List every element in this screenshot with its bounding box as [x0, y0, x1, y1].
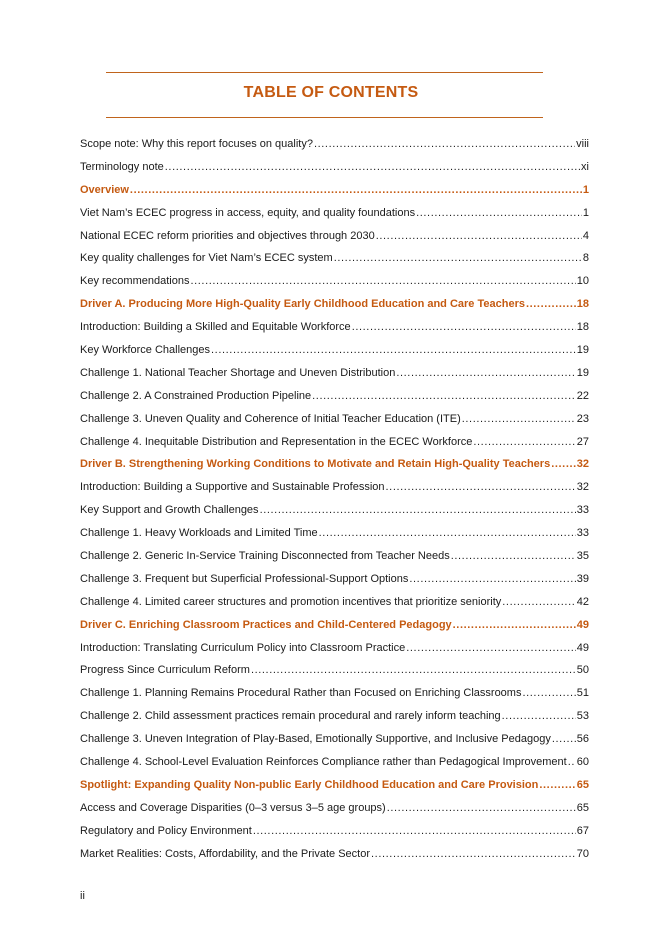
toc-entry-page-number: 10 [576, 275, 589, 288]
toc-entry[interactable] [80, 847, 589, 870]
footer-page-number: ii [80, 890, 85, 902]
toc-entry[interactable] [80, 366, 589, 389]
toc-entry-page-number: 65 [576, 801, 589, 814]
toc-entry-page-number: 65 [576, 778, 589, 791]
toc-entry-page-number: 1 [582, 206, 589, 219]
toc-dot-leader [451, 549, 576, 563]
toc-entry[interactable] [80, 526, 589, 549]
toc-entry-label: Driver C. Enriching Classroom Practices and Child-Centered Pedagogy [80, 618, 452, 631]
toc-dot-leader [352, 320, 576, 334]
toc-entry-label: Challenge 1. National Teacher Shortage and Uneven Distribution [80, 366, 396, 379]
toc-entry-label: Challenge 2. Child assessment practices remain procedural and rarely inform teaching [80, 710, 501, 723]
toc-dot-leader [453, 618, 576, 632]
toc-entry[interactable] [80, 251, 589, 274]
toc-entry-page-number: 27 [576, 435, 589, 448]
toc-entry-label: Challenge 4. Limited career structures and promotion incentives that prioritize seniority [80, 595, 502, 608]
toc-entry-label: Challenge 2. A Constrained Production Pipeline [80, 389, 312, 402]
toc-dot-leader [406, 641, 576, 655]
toc-entry-page-number: 32 [576, 481, 589, 494]
toc-section-heading[interactable] [80, 297, 589, 320]
toc-dot-leader [568, 755, 576, 769]
toc-entry[interactable] [80, 435, 589, 458]
toc-dot-leader [551, 457, 576, 471]
toc-entry[interactable] [80, 755, 589, 778]
toc-entry-page-number: 67 [576, 824, 589, 837]
toc-entry-page-number: 18 [576, 321, 589, 334]
toc-entry-label: Challenge 3. Frequent but Superficial Professional-Support Options [80, 572, 409, 585]
title-bottom-rule [106, 117, 543, 118]
toc-entry-page-number: 32 [576, 458, 589, 471]
toc-entry-label: Overview [80, 183, 129, 196]
toc-entry-label: Viet Nam’s ECEC progress in access, equity, and quality foundations [80, 206, 416, 219]
toc-dot-leader [502, 595, 575, 609]
page-title: TABLE OF CONTENTS [243, 84, 419, 101]
toc-dot-leader [165, 160, 580, 174]
toc-dot-leader [552, 732, 576, 746]
toc-entry-label: Access and Coverage Disparities (0–3 versus 3–5 age groups) [80, 801, 386, 814]
toc-entry[interactable] [80, 732, 589, 755]
toc-entry-label: Introduction: Building a Supportive and Sustainable Profession [80, 481, 385, 494]
toc-entry[interactable] [80, 206, 589, 229]
toc-entry-page-number: 8 [582, 252, 589, 265]
toc-entry-label: Challenge 1. Planning Remains Procedural Rather than Focused on Enriching Classrooms [80, 687, 522, 700]
toc-entry-page-number: 4 [582, 229, 589, 242]
toc-entry[interactable] [80, 503, 589, 526]
toc-dot-leader [130, 183, 582, 197]
toc-entry[interactable] [80, 229, 589, 252]
toc-entry-page-number: 70 [576, 847, 589, 860]
toc-entry-label: Key quality challenges for Viet Nam’s ECEC system [80, 252, 333, 265]
toc-entry-page-number: 51 [576, 687, 589, 700]
toc-entry-label: Key Workforce Challenges [80, 344, 211, 357]
toc-entry-page-number: 1 [582, 183, 589, 196]
toc-entry[interactable] [80, 801, 589, 824]
toc-entry-label: Progress Since Curriculum Reform [80, 664, 250, 677]
toc-entry-label: Market Realities: Costs, Affordability, and the Private Sector [80, 847, 371, 860]
toc-entry[interactable] [80, 320, 589, 343]
toc-dot-leader [387, 801, 576, 815]
toc-dot-leader [376, 229, 582, 243]
toc-entry-page-number: 56 [576, 733, 589, 746]
toc-entry-page-number: 50 [576, 664, 589, 677]
toc-entry-page-number: 42 [576, 595, 589, 608]
toc-entry-label: Challenge 3. Uneven Quality and Coherence of Initial Teacher Education (ITE) [80, 412, 461, 425]
toc-entry-label: Terminology note [80, 160, 164, 173]
toc-entry[interactable] [80, 549, 589, 572]
toc-entry-label: Challenge 4. School-Level Evaluation Reinforces Compliance rather than Pedagogical Improvement [80, 756, 567, 769]
toc-entry-page-number: 35 [576, 550, 589, 563]
title-top-rule [106, 72, 543, 73]
toc-entry-label: Key Support and Growth Challenges [80, 504, 259, 517]
toc-dot-leader [253, 824, 576, 838]
toc-entry-page-number: 23 [576, 412, 589, 425]
toc-entry-label: Key recommendations [80, 275, 190, 288]
toc-entry-page-number: xi [581, 160, 589, 173]
toc-entry-page-number: 49 [576, 641, 589, 654]
toc-entry-page-number: 39 [576, 572, 589, 585]
toc-entry-page-number: 33 [576, 504, 589, 517]
toc-dot-leader [334, 251, 582, 265]
toc-entry-label: National ECEC reform priorities and objectives through 2030 [80, 229, 375, 242]
toc-dot-leader [211, 343, 576, 357]
toc-entry-page-number: 19 [576, 366, 589, 379]
toc-entry[interactable] [80, 389, 589, 412]
toc-entry-label: Introduction: Translating Curriculum Policy into Classroom Practice [80, 641, 406, 654]
table-of-contents [80, 137, 589, 870]
toc-section-heading[interactable] [80, 183, 589, 206]
toc-entry-label: Spotlight: Expanding Quality Non-public Early Childhood Education and Care Provision [80, 778, 539, 791]
toc-entry[interactable] [80, 137, 589, 160]
toc-entry[interactable] [80, 343, 589, 366]
toc-entry-page-number: 49 [576, 618, 589, 631]
toc-entry-page-number: 53 [576, 710, 589, 723]
toc-entry[interactable] [80, 641, 589, 664]
toc-entry-label: Regulatory and Policy Environment [80, 824, 252, 837]
toc-dot-leader [409, 572, 575, 586]
toc-dot-leader [312, 389, 576, 403]
toc-entry[interactable] [80, 480, 589, 503]
toc-section-heading[interactable] [80, 778, 589, 801]
toc-dot-leader [260, 503, 576, 517]
toc-dot-leader [502, 709, 576, 723]
toc-entry[interactable] [80, 572, 589, 595]
toc-entry[interactable] [80, 709, 589, 732]
toc-dot-leader [526, 297, 576, 311]
toc-dot-leader [462, 412, 576, 426]
toc-entry[interactable] [80, 595, 589, 618]
toc-entry[interactable] [80, 663, 589, 686]
toc-entry-label: Challenge 1. Heavy Workloads and Limited Time [80, 527, 318, 540]
toc-entry-page-number: 19 [576, 344, 589, 357]
toc-entry-page-number: 60 [576, 756, 589, 769]
toc-entry-label: Scope note: Why this report focuses on quality? [80, 138, 313, 150]
toc-entry-label: Introduction: Building a Skilled and Equitable Workforce [80, 321, 351, 334]
toc-dot-leader [416, 206, 582, 220]
toc-entry-label: Driver B. Strengthening Working Conditions to Motivate and Retain High-Quality Teachers [80, 458, 551, 471]
toc-dot-leader [371, 847, 576, 861]
toc-dot-leader [251, 663, 576, 677]
toc-entry[interactable] [80, 686, 589, 709]
toc-entry-label: Challenge 2. Generic In-Service Training Disconnected from Teacher Needs [80, 550, 450, 563]
toc-dot-leader [473, 435, 575, 449]
toc-entry-label: Driver A. Producing More High-Quality Early Childhood Education and Care Teachers [80, 298, 525, 311]
toc-entry-label: Challenge 4. Inequitable Distribution and Representation in the ECEC Workforce [80, 435, 473, 448]
toc-entry[interactable] [80, 160, 589, 183]
toc-dot-leader [539, 778, 575, 792]
toc-entry-label: Challenge 3. Uneven Integration of Play-Based, Emotionally Supportive, and Inclusive Pedagogy [80, 733, 551, 746]
toc-entry-page-number: viii [576, 138, 589, 150]
toc-entry[interactable] [80, 412, 589, 435]
toc-entry[interactable] [80, 824, 589, 847]
toc-dot-leader [319, 526, 576, 540]
toc-dot-leader [386, 480, 576, 494]
toc-entry-page-number: 22 [576, 389, 589, 402]
toc-dot-leader [396, 366, 575, 380]
toc-entry[interactable] [80, 274, 589, 297]
toc-entry-page-number: 18 [576, 298, 589, 311]
toc-dot-leader [190, 274, 575, 288]
toc-section-heading[interactable] [80, 457, 589, 480]
toc-dot-leader [314, 137, 575, 151]
toc-entry-page-number: 33 [576, 527, 589, 540]
toc-section-heading[interactable] [80, 618, 589, 641]
toc-dot-leader [522, 686, 575, 700]
